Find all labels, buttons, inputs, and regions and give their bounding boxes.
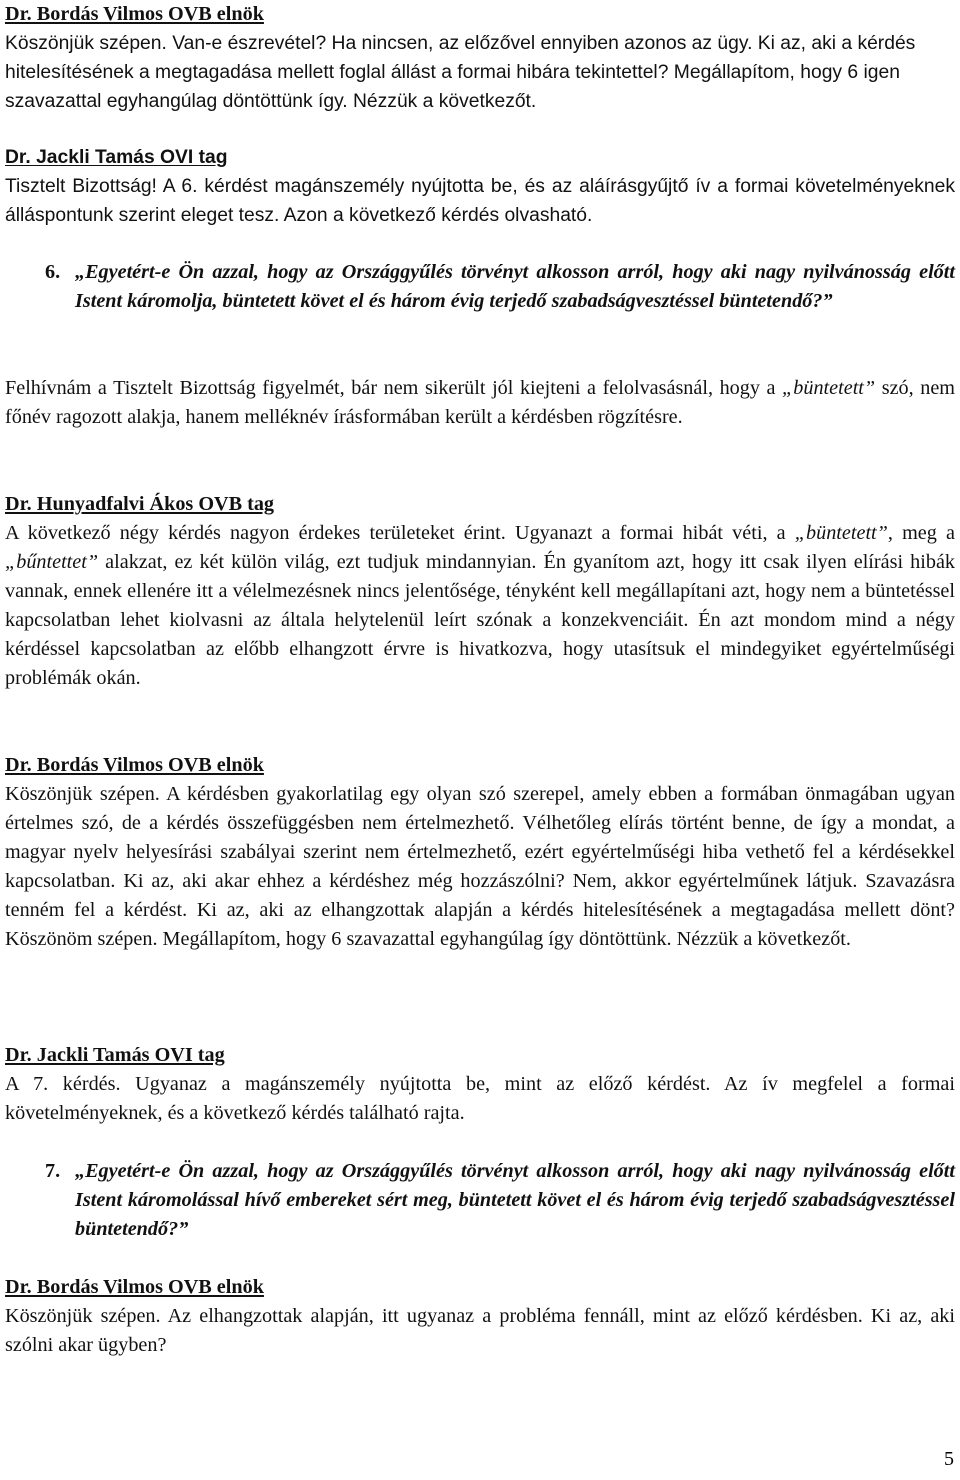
text-part: szó, nem főnév ragozott alakja, hanem melléknév írásformában került a kérdésben rögzítésre. [5, 377, 955, 428]
question-text: „Egyetért-e Ön azzal, hogy az Országgyűlés törvényt alkosson arról, hogy aki nagy nyilvánosság előtt Istent káromolja, büntetett követ el és három évig terjedő szabadságvesztéssel büntetendő?” [75, 261, 955, 312]
speech-text [5, 519, 955, 693]
speech-text: A 7. kérdés. Ugyanaz a magánszemély nyújtotta be, mint az előző kérdést. Az ív megfelel a formai követelményeknek, és a következő kérdés található rajta. [5, 1073, 955, 1124]
emphasized-word: „büntetett” [794, 522, 888, 544]
speaker-name: Dr. Hunyadfalvi Ákos OVB tag [5, 493, 275, 515]
question-text: „Egyetért-e Ön azzal, hogy az Országgyűlés törvényt alkosson arról, hogy aki nagy nyilvánosság előtt Istent káromolással hívő embereket sért meg, büntetett követ el és három évig terjedő szabadságvesztéssel büntetendő?” [75, 1160, 955, 1240]
text-part: alakzat, ez két külön világ, ezt tudjuk mindannyian. Én gyanítom azt, hogy itt csak ilyen elírási hibák vannak, ennek ellenére itt a vélelmezésnek nincs jelentősége, tényként kell megállapítani azt, hogy nem a büntetéssel kapcsolatban lehet kiolvasni az általa helytelenül leírt szónak a konzekvenciáit. Én azt mondom mind a négy kérdéssel kapcsolatban az előbb elhangzott érvre is hivatkozva, hogy utasítsuk el mindegyiket egyértelműségi problémák okán. [5, 551, 955, 689]
text-part: Felhívnám a Tisztelt Bizottság figyelmét, bár nem sikerült jól kiejteni a felolvasásnál, hogy a [5, 377, 783, 399]
speaker-name: Dr. Bordás Vilmos OVB elnök [5, 3, 264, 25]
speaker-name: Dr. Jackli Tamás OVI tag [5, 147, 228, 168]
speech-block [5, 751, 955, 954]
speaker-name: Dr. Bordás Vilmos OVB elnök [5, 754, 264, 776]
speech-text [5, 374, 955, 432]
emphasized-word: „bűntettet” [5, 551, 99, 573]
speech-block [5, 143, 955, 230]
speaker-name: Dr. Jackli Tamás OVI tag [5, 1044, 225, 1066]
page-number: 5 [944, 1448, 954, 1470]
speech-block [5, 374, 955, 432]
question-block [45, 1157, 955, 1244]
speech-text: Köszönjük szépen. A kérdésben gyakorlatilag egy olyan szó szerepel, amely ebben a formában önmagában ugyan értelmes szó, de a kérdés összefüggésben nem értelmezhető. Vélhetőleg elírás történt benne, de így a mondat, a magyar nyelv helyesírási szabályai szerint nem értelmezhető, ezért egyértelműségi hiba vethető fel a kérdésekkel kapcsolatban. Ki az, aki akar ehhez a kérdéshez még hozzászólni? Nem, akkor egyértelműnek látjuk. Szavazásra tenném fel a kérdést. Ki az, aki az elhangzottak alapján a kérdés hitelesítésének a megtagadása mellett dönt? Köszönöm szépen. Megállapítom, hogy 6 szavazattal egyhangúlag így döntöttünk. Nézzük a következőt. [5, 783, 955, 950]
question-block [45, 258, 955, 316]
speaker-name: Dr. Bordás Vilmos OVB elnök [5, 1276, 264, 1298]
text-part: A következő négy kérdés nagyon érdekes területeket érint. Ugyanazt a formai hibát véti, a [5, 522, 795, 544]
question-number: 7. [45, 1160, 61, 1182]
speech-block [5, 1273, 955, 1360]
emphasized-word: „büntetett” [782, 377, 876, 399]
speech-block [5, 1041, 955, 1128]
text-part: , meg a [887, 522, 955, 544]
question-number: 6. [45, 261, 61, 283]
speech-block [5, 0, 955, 116]
speech-text: Köszönjük szépen. Az elhangzottak alapján, itt ugyanaz a probléma fennáll, mint az előző kérdésben. Ki az, aki szólni akar ügyben? [5, 1305, 955, 1356]
speech-text: Köszönjük szépen. Van-e észrevétel? Ha nincsen, az előzővel ennyiben azonos az ügy. Ki az, aki a kérdés hitelesítésének a megtagadása mellett foglal állást a formai hibára tekintettel? Megállapítom, hogy 6 igen szavazattal egyhangúlag döntöttünk így. Nézzük a következőt. [5, 33, 916, 112]
speech-text: Tisztelt Bizottság! A 6. kérdést magánszemély nyújtotta be, és az aláírásgyűjtő ív a formai követelményeknek álláspontunk szerint eleget tesz. Azon a következő kérdés olvasható. [5, 176, 955, 226]
speech-block [5, 490, 955, 693]
